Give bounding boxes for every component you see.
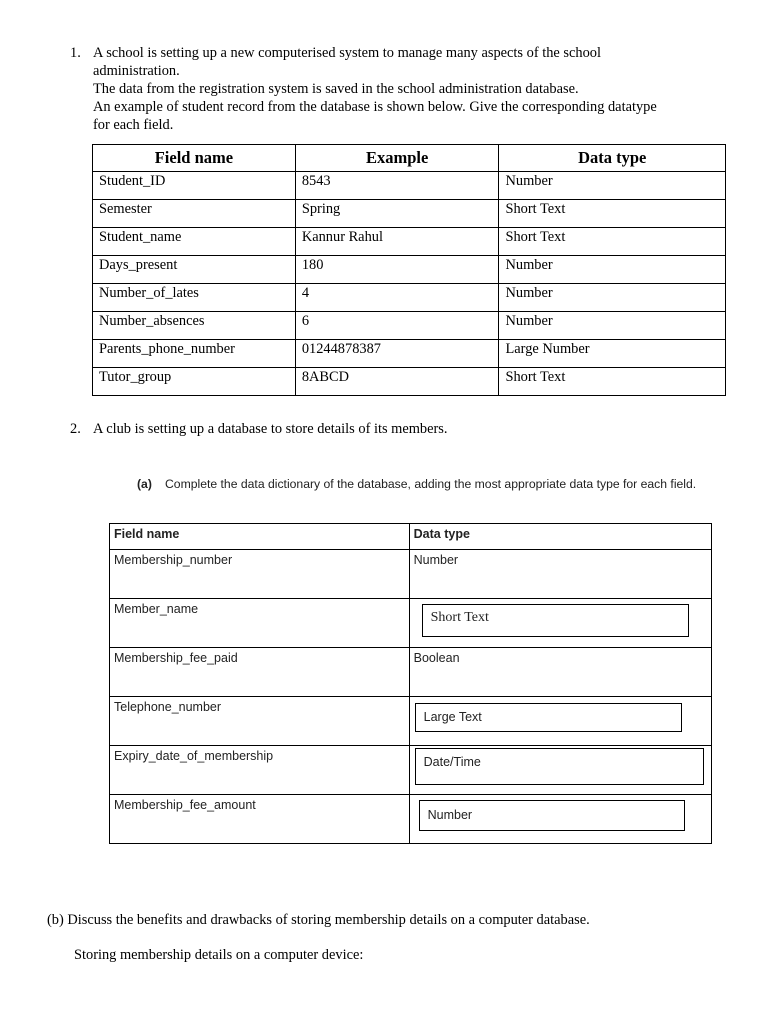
cell-data-type: Short Text xyxy=(499,228,726,256)
cell-example: 8ABCD xyxy=(295,368,499,396)
table-row xyxy=(110,795,712,844)
answer-box[interactable]: Date/Time xyxy=(415,748,704,785)
table-row xyxy=(93,200,726,228)
table-row xyxy=(93,368,726,396)
answer-box[interactable]: Number xyxy=(419,800,685,831)
header-data-type: Data type xyxy=(409,524,711,550)
table-row xyxy=(93,284,726,312)
cell-example: 4 xyxy=(295,284,499,312)
cell-field-name: Days_present xyxy=(93,256,296,284)
question-1-line: An example of student record from the database is shown below. Give the corresponding datatype xyxy=(93,99,657,115)
cell-data-type: Boolean xyxy=(409,648,711,697)
question-1-line: The data from the registration system is saved in the school administration database. xyxy=(93,81,579,97)
question-1-line: for each field. xyxy=(93,117,174,133)
table-row xyxy=(110,746,712,795)
question-1-line: administration. xyxy=(93,63,180,79)
answer-box[interactable]: Short Text xyxy=(422,604,689,637)
question-2-number: 2. xyxy=(70,421,81,437)
table-header-row xyxy=(93,145,726,172)
table-row xyxy=(93,256,726,284)
table-row xyxy=(110,697,712,746)
cell-field-name: Number_absences xyxy=(93,312,296,340)
cell-field-name: Student_name xyxy=(93,228,296,256)
cell-field-name: Parents_phone_number xyxy=(93,340,296,368)
header-example: Example xyxy=(295,145,499,172)
cell-field-name: Telephone_number xyxy=(110,697,410,746)
header-field-name: Field name xyxy=(110,524,410,550)
cell-field-name: Number_of_lates xyxy=(93,284,296,312)
cell-data-type: Number xyxy=(499,312,726,340)
cell-data-type: Short Text xyxy=(499,200,726,228)
table-row xyxy=(93,312,726,340)
table-row xyxy=(93,172,726,200)
cell-example: 6 xyxy=(295,312,499,340)
question-2b-subheading: Storing membership details on a computer device: xyxy=(74,947,364,963)
cell-data-type: Number xyxy=(499,172,726,200)
table-row xyxy=(110,550,712,599)
table-header-row xyxy=(110,524,712,550)
question-2-text: A club is setting up a database to store details of its members. xyxy=(93,421,448,437)
cell-field-name: Student_ID xyxy=(93,172,296,200)
cell-data-type: Number xyxy=(499,256,726,284)
cell-field-name: Membership_fee_amount xyxy=(110,795,410,844)
student-record-table xyxy=(92,144,726,396)
cell-example: 180 xyxy=(295,256,499,284)
question-2a-text: Complete the data dictionary of the database, adding the most appropriate data type for each field. xyxy=(165,477,697,491)
cell-example: 01244878387 xyxy=(295,340,499,368)
table-row xyxy=(93,228,726,256)
header-field-name: Field name xyxy=(93,145,296,172)
answer-box[interactable]: Large Text xyxy=(415,703,682,732)
question-2b-text: (b) Discuss the benefits and drawbacks of storing membership details on a computer database. xyxy=(47,912,590,928)
cell-field-name: Expiry_date_of_membership xyxy=(110,746,410,795)
question-1-number: 1. xyxy=(70,45,81,61)
cell-data-type-answer xyxy=(409,697,711,746)
cell-example: Spring xyxy=(295,200,499,228)
cell-data-type: Large Number xyxy=(499,340,726,368)
cell-field-name: Member_name xyxy=(110,599,410,648)
cell-field-name: Semester xyxy=(93,200,296,228)
data-dictionary-table xyxy=(109,523,712,844)
cell-data-type: Short Text xyxy=(499,368,726,396)
cell-data-type-answer xyxy=(409,599,711,648)
table-row xyxy=(110,599,712,648)
header-data-type: Data type xyxy=(499,145,726,172)
cell-example: 8543 xyxy=(295,172,499,200)
cell-data-type: Number xyxy=(499,284,726,312)
cell-field-name: Membership_number xyxy=(110,550,410,599)
table-row xyxy=(93,340,726,368)
table-row xyxy=(110,648,712,697)
question-2a-label: (a) xyxy=(137,477,152,491)
question-1-text xyxy=(93,44,713,134)
cell-data-type: Number xyxy=(409,550,711,599)
cell-data-type-answer xyxy=(409,746,711,795)
cell-data-type-answer xyxy=(409,795,711,844)
question-1-line: A school is setting up a new computerised system to manage many aspects of the school xyxy=(93,45,601,61)
cell-example: Kannur Rahul xyxy=(295,228,499,256)
cell-field-name: Tutor_group xyxy=(93,368,296,396)
cell-field-name: Membership_fee_paid xyxy=(110,648,410,697)
